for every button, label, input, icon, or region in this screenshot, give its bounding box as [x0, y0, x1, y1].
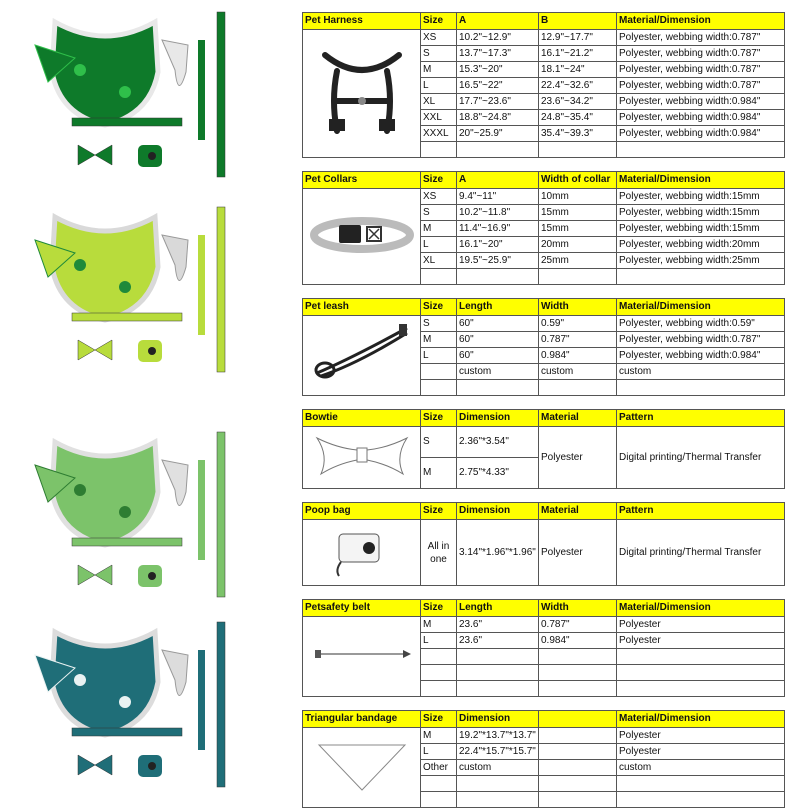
table-cell: 3.14"*1.96"*1.96" — [457, 520, 539, 586]
table-row — [303, 427, 785, 458]
column-header: Material/Dimension — [617, 299, 785, 316]
table-cell: Polyester — [617, 633, 785, 649]
poop-table — [302, 502, 785, 586]
header-row — [303, 503, 785, 520]
table-cell: Polyester — [617, 744, 785, 760]
table-cell — [617, 269, 785, 285]
column-header: Size — [421, 503, 457, 520]
table-cell: L — [421, 348, 457, 364]
bowtie-illustration — [303, 427, 421, 489]
table-cell: L — [421, 237, 457, 253]
vest-shape — [162, 460, 188, 506]
harness-shape — [52, 22, 158, 125]
collar-shape — [72, 118, 182, 126]
product-title: Bowtie — [303, 410, 421, 427]
table-cell — [539, 380, 617, 396]
table-cell: 0.787" — [539, 617, 617, 633]
table-cell: Polyester, webbing width:0.984" — [617, 110, 785, 126]
table-cell — [421, 649, 457, 665]
column-header: Dimension — [457, 503, 539, 520]
pattern-dot — [119, 506, 131, 518]
bowtie-shape — [78, 340, 112, 360]
table-cell: 23.6" — [457, 633, 539, 649]
table-cell: Digital printing/Thermal Transfer — [617, 427, 785, 489]
header-row — [303, 172, 785, 189]
header-row — [303, 410, 785, 427]
table-cell: 20mm — [539, 237, 617, 253]
table-cell: M — [421, 728, 457, 744]
vest-shape — [162, 40, 188, 86]
poop-bag-illustration — [303, 520, 421, 586]
header-row — [303, 711, 785, 728]
header-row — [303, 600, 785, 617]
table-row — [303, 30, 785, 46]
table-cell: XXL — [421, 110, 457, 126]
table-cell: Polyester, webbing width:20mm — [617, 237, 785, 253]
column-header: Material/Dimension — [617, 711, 785, 728]
column-header: Width — [539, 299, 617, 316]
table-spacer — [302, 697, 784, 710]
column-header: Size — [421, 711, 457, 728]
bandage-table — [302, 710, 785, 808]
header-row — [303, 299, 785, 316]
column-header: Size — [421, 600, 457, 617]
product-title: Triangular bandage — [303, 711, 421, 728]
pattern-dot — [119, 696, 131, 708]
bowtie-shape — [78, 755, 112, 775]
column-header: Length — [457, 600, 539, 617]
table-cell: Polyester — [539, 427, 617, 489]
column-header: Material/Dimension — [617, 172, 785, 189]
column-header: Material — [539, 503, 617, 520]
table-cell: All in one — [421, 520, 457, 586]
table-cell: custom — [457, 364, 539, 380]
table-cell — [539, 681, 617, 697]
table-cell — [539, 760, 617, 776]
table-cell: M — [421, 332, 457, 348]
table-cell: 16.1"~20" — [457, 237, 539, 253]
table-cell — [617, 380, 785, 396]
table-cell: L — [421, 744, 457, 760]
bandage-illustration — [303, 728, 421, 808]
column-header: A — [457, 13, 539, 30]
column-header: Pattern — [617, 503, 785, 520]
table-cell: 10mm — [539, 189, 617, 205]
vest-shape — [162, 235, 188, 281]
column-header: Size — [421, 13, 457, 30]
table-cell — [457, 380, 539, 396]
table-cell — [421, 364, 457, 380]
table-cell: 11.4"~16.9" — [457, 221, 539, 237]
table-cell — [457, 649, 539, 665]
table-cell — [617, 665, 785, 681]
table-cell: XL — [421, 94, 457, 110]
table-cell: 15mm — [539, 221, 617, 237]
table-cell: 24.8"~35.4" — [539, 110, 617, 126]
table-spacer — [302, 489, 784, 502]
table-cell: M — [421, 221, 457, 237]
pattern-dot — [74, 64, 86, 76]
column-header: Width of collar — [539, 172, 617, 189]
table-cell: 18.1"~24" — [539, 62, 617, 78]
table-cell — [457, 665, 539, 681]
table-cell: Polyester, webbing width:0.984" — [617, 126, 785, 142]
table-cell: Polyester, webbing width:0.787" — [617, 78, 785, 94]
table-cell — [421, 665, 457, 681]
table-cell: 19.5"~25.9" — [457, 253, 539, 269]
table-cell: Polyester — [617, 617, 785, 633]
table-cell: Polyester, webbing width:0.984" — [617, 348, 785, 364]
strap-shape — [198, 460, 205, 560]
table-cell: S — [421, 427, 457, 458]
table-cell: 20"~25.9" — [457, 126, 539, 142]
collars-table — [302, 171, 785, 285]
table-cell: 60" — [457, 348, 539, 364]
harness-table — [302, 12, 785, 158]
column-header: Size — [421, 299, 457, 316]
table-cell: Polyester, webbing width:15mm — [617, 189, 785, 205]
table-cell — [539, 744, 617, 760]
table-cell — [539, 665, 617, 681]
vest-shape — [162, 650, 188, 696]
table-cell: XL — [421, 253, 457, 269]
column-header: Size — [421, 410, 457, 427]
table-cell: Polyester — [539, 520, 617, 586]
leash-shape — [217, 12, 225, 177]
table-cell: custom — [617, 760, 785, 776]
product-title: Pet leash — [303, 299, 421, 316]
table-cell: 12.9"~17.7" — [539, 30, 617, 46]
table-cell: S — [421, 46, 457, 62]
table-cell — [457, 776, 539, 792]
leash-shape — [217, 622, 225, 787]
collars-illustration — [303, 189, 421, 285]
column-header: Length — [457, 299, 539, 316]
table-cell: 2.75"*4.33" — [457, 458, 539, 489]
pattern-dot — [119, 86, 131, 98]
table-cell: custom — [617, 364, 785, 380]
table-cell — [539, 649, 617, 665]
table-cell: M — [421, 617, 457, 633]
table-cell — [421, 776, 457, 792]
table-cell: 60" — [457, 332, 539, 348]
table-cell: XS — [421, 189, 457, 205]
strap-shape — [198, 40, 205, 140]
pattern-dot — [74, 484, 86, 496]
table-cell: L — [421, 78, 457, 94]
table-row — [303, 617, 785, 633]
column-header: Width — [539, 600, 617, 617]
table-spacer — [302, 158, 784, 171]
table-cell: 15mm — [539, 205, 617, 221]
table-cell: S — [421, 205, 457, 221]
product-illustrations — [0, 0, 300, 800]
table-cell: 25mm — [539, 253, 617, 269]
belt-illustration — [303, 617, 421, 697]
bowtie-shape — [78, 145, 112, 165]
pattern-dot — [74, 674, 86, 686]
table-cell: 9.4"~11" — [457, 189, 539, 205]
product-title: Pet Collars — [303, 172, 421, 189]
table-cell — [421, 142, 457, 158]
table-cell: Polyester, webbing width:15mm — [617, 205, 785, 221]
collar-shape — [72, 313, 182, 321]
table-cell: Polyester, webbing width:0.787" — [617, 332, 785, 348]
harness-shape — [52, 442, 158, 545]
belt-table — [302, 599, 785, 697]
table-cell: Polyester, webbing width:0.787" — [617, 62, 785, 78]
harness-illustration — [303, 30, 421, 158]
table-spacer — [302, 396, 784, 409]
leash-illustration — [303, 316, 421, 396]
table-cell — [421, 681, 457, 697]
poop-bag-button — [148, 152, 156, 160]
product-title: Poop bag — [303, 503, 421, 520]
table-cell: Other — [421, 760, 457, 776]
harness-shape — [52, 217, 158, 320]
table-cell: 23.6" — [457, 617, 539, 633]
table-cell: 0.787" — [539, 332, 617, 348]
harness-shape — [52, 632, 158, 735]
leash-shape — [217, 432, 225, 597]
strap-shape — [198, 235, 205, 335]
table-cell: 0.59" — [539, 316, 617, 332]
column-header: Size — [421, 172, 457, 189]
column-header: Material/Dimension — [617, 600, 785, 617]
spec-tables — [302, 12, 784, 808]
strap-shape — [198, 650, 205, 750]
table-cell — [457, 681, 539, 697]
table-row — [303, 520, 785, 586]
table-cell — [617, 681, 785, 697]
table-spacer — [302, 586, 784, 599]
bowtie-table — [302, 409, 785, 489]
table-cell: 0.984" — [539, 348, 617, 364]
collar-shape — [72, 538, 182, 546]
table-cell: Polyester, webbing width:0.787" — [617, 30, 785, 46]
leash-shape — [217, 207, 225, 372]
table-cell: L — [421, 633, 457, 649]
table-cell: Polyester, webbing width:25mm — [617, 253, 785, 269]
poop-bag-button — [148, 762, 156, 770]
table-row — [303, 316, 785, 332]
table-cell — [617, 776, 785, 792]
table-cell: 22.4"~32.6" — [539, 78, 617, 94]
column-header: A — [457, 172, 539, 189]
bowtie-shape — [78, 565, 112, 585]
table-cell: Polyester, webbing width:0.984" — [617, 94, 785, 110]
product-images — [0, 0, 300, 800]
table-row — [303, 189, 785, 205]
table-cell: Polyester, webbing width:15mm — [617, 221, 785, 237]
table-cell: 16.5"~22" — [457, 78, 539, 94]
table-cell: 17.7"~23.6" — [457, 94, 539, 110]
table-cell: M — [421, 62, 457, 78]
product-title: Petsafety belt — [303, 600, 421, 617]
table-cell: 18.8"~24.8" — [457, 110, 539, 126]
header-row — [303, 13, 785, 30]
table-cell: 35.4"~39.3" — [539, 126, 617, 142]
column-header — [539, 711, 617, 728]
table-cell: XXXL — [421, 126, 457, 142]
table-cell: 10.2"~11.8" — [457, 205, 539, 221]
table-row — [303, 728, 785, 744]
column-header: Dimension — [457, 711, 539, 728]
column-header: Pattern — [617, 410, 785, 427]
poop-bag-button — [148, 347, 156, 355]
table-cell: custom — [457, 760, 539, 776]
product-title: Pet Harness — [303, 13, 421, 30]
table-cell — [539, 728, 617, 744]
poop-bag-button — [148, 572, 156, 580]
table-cell: 16.1"~21.2" — [539, 46, 617, 62]
table-cell — [457, 142, 539, 158]
table-cell — [539, 269, 617, 285]
table-cell — [617, 142, 785, 158]
table-cell: Polyester — [617, 728, 785, 744]
table-cell: Polyester, webbing width:0.59" — [617, 316, 785, 332]
pattern-dot — [119, 281, 131, 293]
leash-table — [302, 298, 785, 396]
table-cell: 10.2"~12.9" — [457, 30, 539, 46]
collar-shape — [72, 728, 182, 736]
table-cell: 23.6"~34.2" — [539, 94, 617, 110]
table-cell: 19.2"*13.7"*13.7" — [457, 728, 539, 744]
table-cell: 0.984" — [539, 633, 617, 649]
table-cell — [421, 380, 457, 396]
table-cell: custom — [539, 364, 617, 380]
table-cell: Digital printing/Thermal Transfer — [617, 520, 785, 586]
table-cell: 60" — [457, 316, 539, 332]
table-cell: M — [421, 458, 457, 489]
column-header: B — [539, 13, 617, 30]
table-cell — [539, 776, 617, 792]
table-cell: 22.4"*15.7"*15.7" — [457, 744, 539, 760]
table-spacer — [302, 285, 784, 298]
table-cell — [421, 269, 457, 285]
table-cell: S — [421, 316, 457, 332]
table-cell — [457, 269, 539, 285]
column-header: Material/Dimension — [617, 13, 785, 30]
table-cell: 2.36"*3.54" — [457, 427, 539, 458]
table-cell: XS — [421, 30, 457, 46]
table-cell: 15.3"~20" — [457, 62, 539, 78]
table-cell: 13.7"~17.3" — [457, 46, 539, 62]
table-cell — [539, 142, 617, 158]
table-cell — [617, 649, 785, 665]
pattern-dot — [74, 259, 86, 271]
table-cell: Polyester, webbing width:0.787" — [617, 46, 785, 62]
column-header: Dimension — [457, 410, 539, 427]
column-header: Material — [539, 410, 617, 427]
